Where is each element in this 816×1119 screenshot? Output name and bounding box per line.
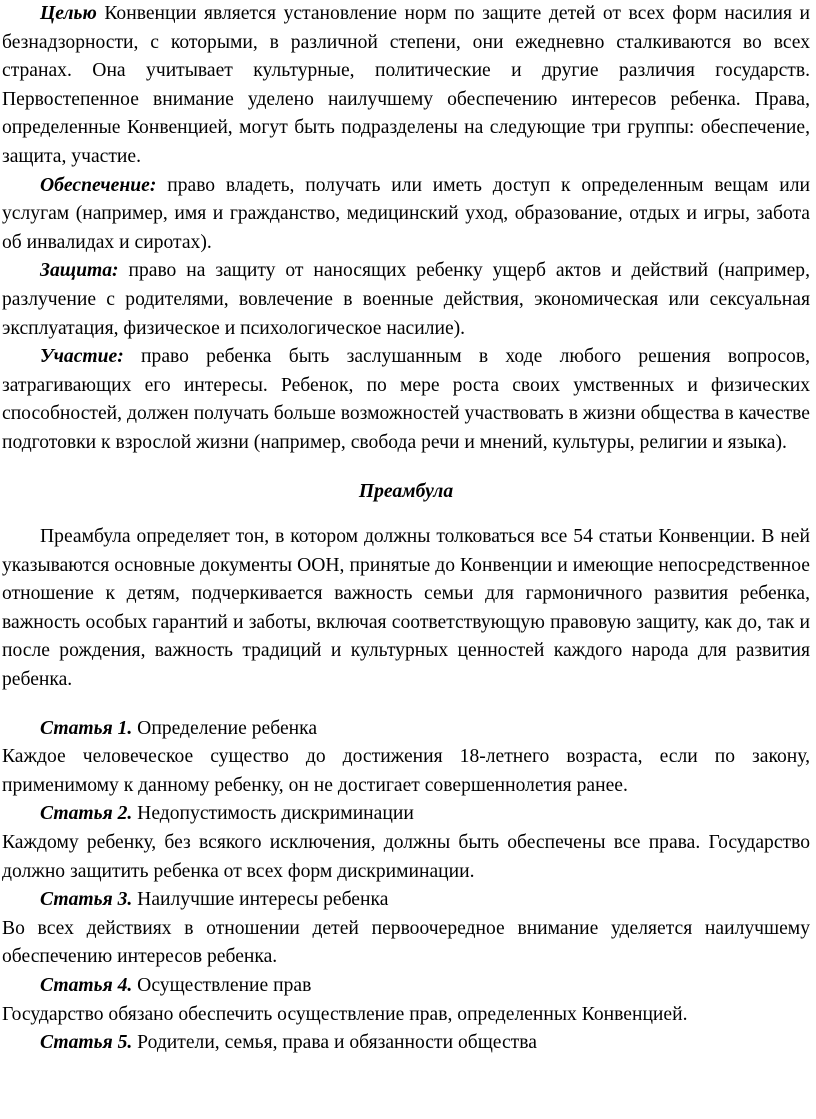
article-body: Каждому ребенку, без всякого исключения, должны быть обеспечены все права. Государство должно защитить ребенка от всех форм дискриминации.	[2, 832, 810, 882]
article-body: Во всех действиях в отношении детей первоочередное внимание уделяется наилучшему обеспечению интересов ребенка.	[2, 917, 810, 968]
article-title-text: Наилучшие интересы ребенка	[132, 889, 389, 911]
article-title-text: Недопустимость дискриминации	[132, 803, 414, 825]
goal-lead: Целью	[40, 3, 97, 24]
article-title-text: Родители, семья, права и обязанности общества	[132, 1032, 537, 1054]
article-label: Статья 2.	[40, 803, 133, 825]
article-title-text: Осуществление прав	[132, 975, 312, 996]
article-title	[2, 972, 810, 1001]
article-4	[2, 972, 810, 1029]
article-3	[2, 886, 810, 972]
participation-lead: Участие:	[40, 346, 124, 368]
protection-lead: Защита:	[40, 260, 119, 282]
participation-text: право ребенка быть заслушанным в ходе любого решения вопросов, затрагивающих его интересы. Ребенок, по мере роста своих умственных и физических способностей, должен получать больше возможностей участвовать в жизни общества в качестве подготовки к взрослой жизни (например, свобода речи и мнений, культуры, религии и языка).	[2, 346, 810, 453]
article-label: Статья 1.	[40, 717, 133, 739]
spacer	[2, 695, 810, 715]
provision-text: право владеть, получать или иметь доступ к определенным вещам или услугам (например, имя и гражданство, медицинский уход, образование, отдых и игры, забота об инвалидах и сиротах).	[2, 174, 810, 253]
article-title	[2, 800, 810, 829]
article-title	[2, 715, 810, 744]
article-label: Статья 4.	[40, 975, 133, 996]
goal-paragraph	[2, 0, 810, 172]
article-title	[2, 1029, 810, 1058]
article-label: Статья 3.	[40, 889, 133, 911]
article-2	[2, 800, 810, 886]
preamble-paragraph: Преамбула определяет тон, в котором должны толковаться все 54 статьи Конвенции. В ней указываются основные документы ООН, принятые до Конвенции и имеющие непосредственное отношение к детям, подчеркивается важность семьи для гармоничного развития ребенка, важность особых гарантий и заботы, включая соответствующую правовую защиту, как до, так и после рождения, важность традиций и культурных ценностей каждого народа для развития ребенка.	[2, 526, 810, 691]
provision-lead: Обеспечение:	[40, 174, 157, 196]
article-label: Статья 5.	[40, 1032, 133, 1054]
article-title	[2, 886, 810, 915]
article-body: Государство обязано обеспечить осуществление прав, определенных Конвенцией.	[2, 1003, 688, 1025]
participation-paragraph	[2, 343, 810, 457]
protection-text: право на защиту от наносящих ребенку ущерб актов и действий (например, разлучение с родителями, вовлечение в военные действия, экономическая или сексуальная эксплуатация, физическое и психологическое насилие).	[2, 260, 810, 339]
article-body: Каждое человеческое существо до достижения 18-летнего возраста, если по закону, применимому к данному ребенку, он не достигает совершеннолетия ранее.	[2, 746, 810, 796]
article-1	[2, 715, 810, 801]
article-5	[2, 1029, 810, 1058]
preamble-heading: Преамбула	[358, 480, 454, 502]
protection-paragraph	[2, 257, 810, 343]
provision-paragraph	[2, 172, 810, 258]
article-title-text: Определение ребенка	[132, 717, 318, 739]
goal-text: Конвенции является установление норм по защите детей от всех форм насилия и безнадзорности, с которыми, в различной степени, они ежедневно сталкиваются во всех странах. Она учитывает культурные, политические и другие различия государств. Первостепенное внимание уделено наилучшему обеспечению интересов ребенка. Права, определенные Конвенцией, могут быть подразделены на следующие три группы: обеспечение, защита, участие.	[2, 3, 810, 167]
